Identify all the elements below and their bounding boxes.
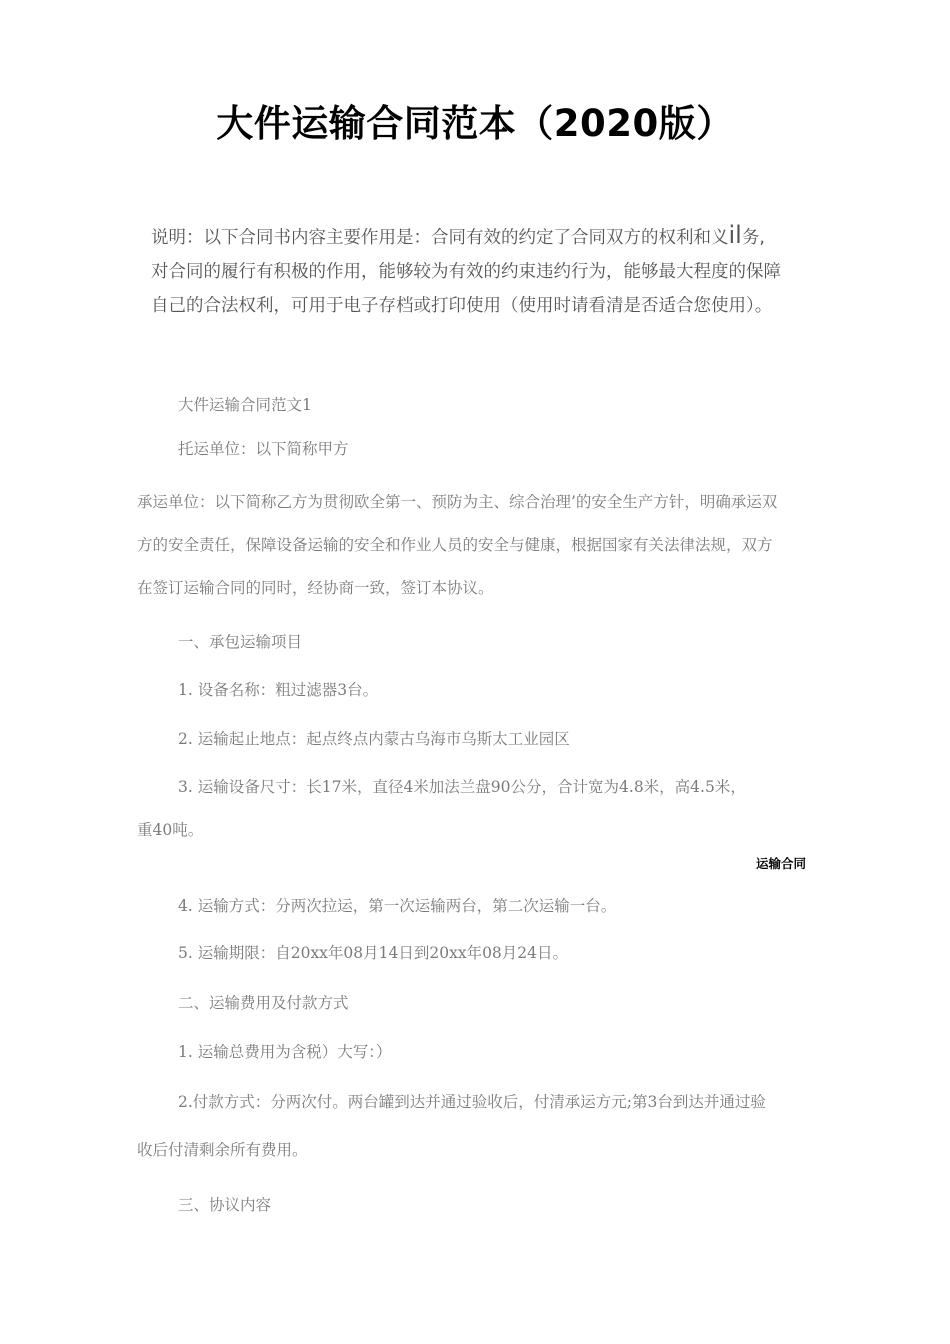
notice-line-2: 对合同的履行有积极的作用，能够较为有效的约束违约行为，能够最大程度的保障	[151, 262, 781, 282]
item-1-equipment-name: 1. 设备名称：粗过滤器3台。	[178, 681, 379, 699]
section-3-heading: 三、协议内容	[178, 1196, 272, 1214]
notice-line-1-text: 说明：以下合同书内容主要作用是：合同有效的约定了合同双方的权利和义	[151, 228, 729, 248]
section-2-heading: 二、运输费用及付款方式	[178, 994, 349, 1012]
document-title: 大件运输合同范本（2020版）	[216, 102, 734, 145]
carrier-paragraph-line-2: 方的安全责任，保障设备运输的安全和作业人员的安全与健康，根据国家有关法律法规，双方	[137, 536, 773, 554]
sample-heading: 大件运输合同范文1	[178, 396, 312, 414]
shipper-line: 托运单位：以下简称甲方	[178, 440, 349, 458]
item-3-weight: 重40吨。	[137, 821, 204, 839]
fee-item-2-line-1: 2.付款方式：分两次付。两台罐到达并通过验收后，付清承运方元;第3台到达并通过验	[178, 1093, 766, 1111]
fee-item-1: 1. 运输总费用为含税）大写：）	[178, 1043, 392, 1061]
notice-line-1-end: 务,	[741, 228, 765, 248]
section-1-heading: 一、承包运输项目	[178, 633, 303, 651]
item-2-route: 2. 运输起止地点：起点终点内蒙古乌海市乌斯太工业园区	[178, 730, 570, 748]
item-4-method: 4. 运输方式：分两次拉运，第一次运输两台，第二次运输一台。	[178, 897, 617, 915]
usage-notice	[151, 221, 851, 323]
notice-glyph: il	[728, 221, 742, 249]
notice-line-1	[151, 221, 851, 255]
carrier-paragraph-line-1: 承运单位：以下简称乙方为贯彻欧全第一、预防为主、综合治理’的安全生产方针，明确承运双	[137, 493, 778, 511]
item-3-dimensions: 3. 运输设备尺寸：长17米，直径4米加法兰盘90公分，合计宽为4.8米，高4.5米，	[178, 778, 746, 796]
item-5-period: 5. 运输期限：自20xx年08月14日到20xx年08月24日。	[178, 944, 569, 962]
notice-line-3: 自己的合法权利，可用于电子存档或打印使用（使用时请看清是否适合您使用）。	[151, 296, 773, 316]
running-header: 运输合同	[756, 856, 807, 871]
fee-item-2-line-2: 收后付清剩余所有费用。	[137, 1141, 308, 1159]
carrier-paragraph-line-3: 在签订运输合同的同时，经协商一致，签订本协议。	[137, 579, 494, 597]
